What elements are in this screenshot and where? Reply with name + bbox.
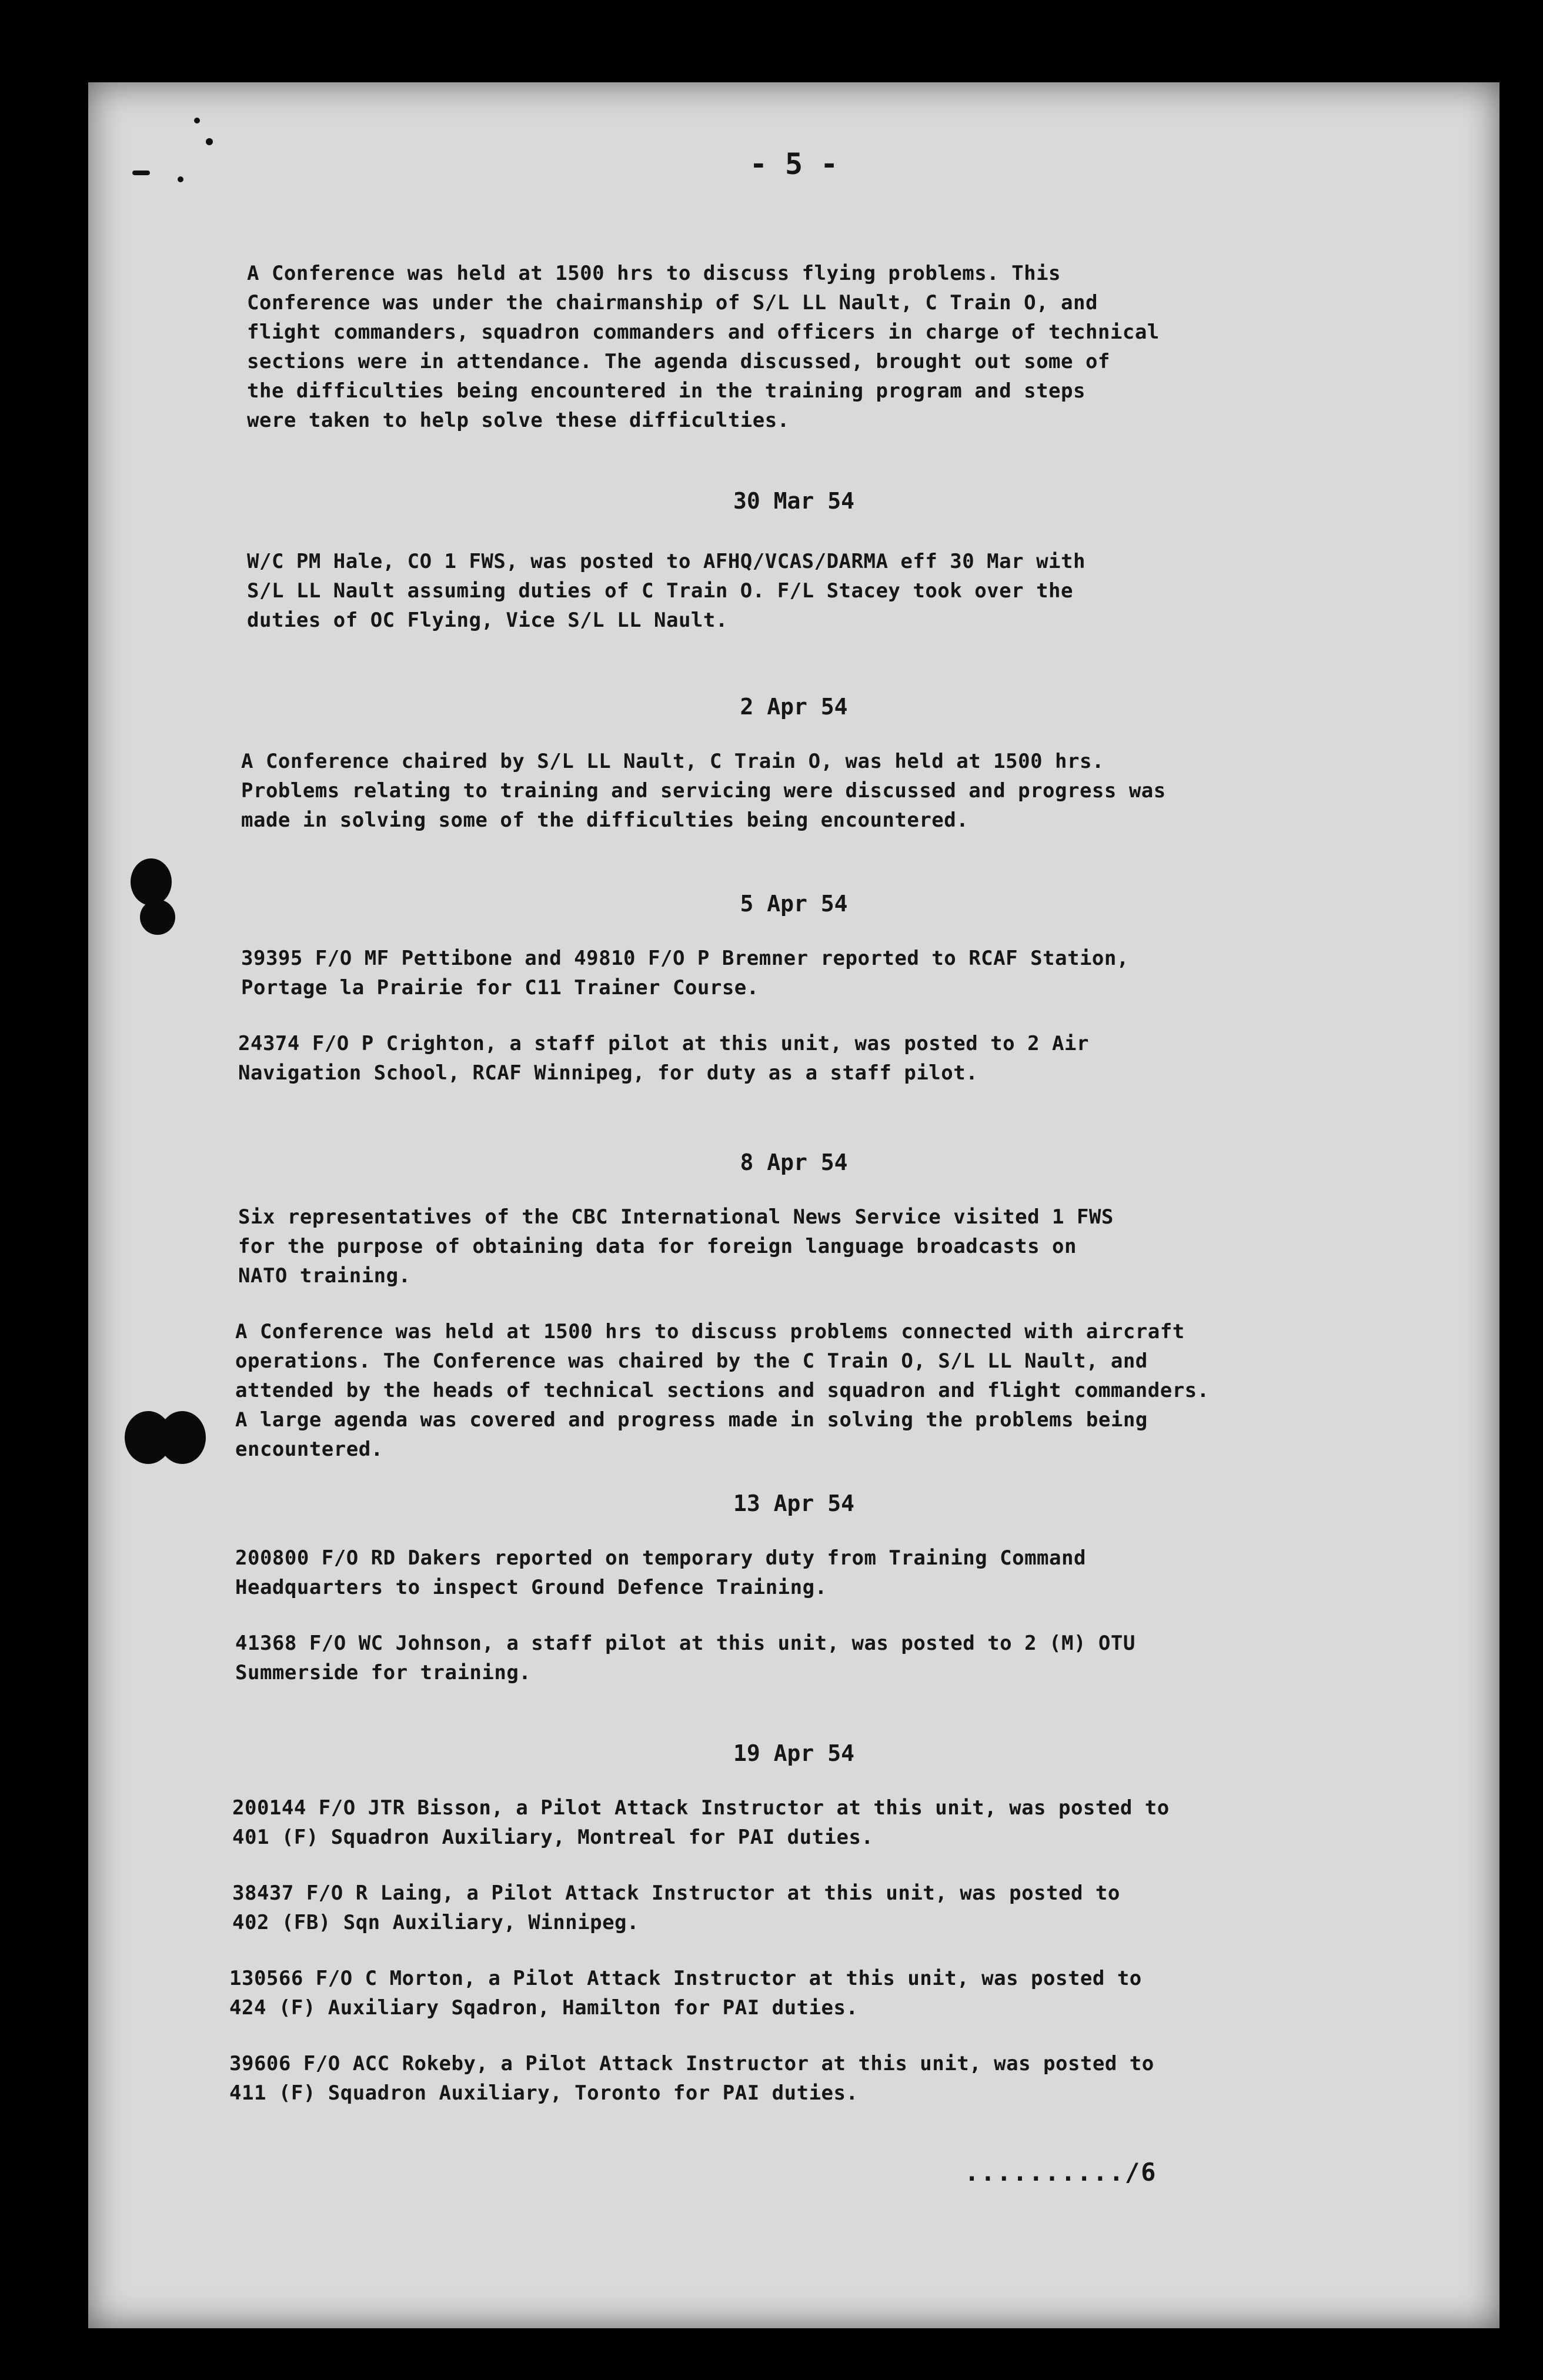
entry-date: 5 Apr 54: [740, 891, 848, 917]
entry-date: 8 Apr 54: [740, 1149, 848, 1175]
paragraph: 38437 F/O R Laing, a Pilot Attack Instructor at this unit, was posted to 402 (FB) Sqn Auxiliary, Winnipeg.: [232, 1881, 1120, 1934]
paragraph: 200800 F/O RD Dakers reported on temporary duty from Training Command Headquarters to inspect Ground Defence Training.: [235, 1546, 1086, 1599]
paragraph: 200144 F/O JTR Bisson, a Pilot Attack Instructor at this unit, was posted to 401 (F) Squadron Auxiliary, Montreal for PAI duties.: [232, 1796, 1170, 1849]
paragraph: Six representatives of the CBC International News Service visited 1 FWS for the purpose of obtaining data for foreign language broadcasts on NATO training.: [238, 1205, 1114, 1288]
entry-date: 19 Apr 54: [733, 1740, 854, 1766]
paragraph: 39606 F/O ACC Rokeby, a Pilot Attack Instructor at this unit, was posted to 411 (F) Squadron Auxiliary, Toronto for PAI duties.: [229, 2052, 1154, 2105]
paragraph: 24374 F/O P Crighton, a staff pilot at this unit, was posted to 2 Air Navigation School, RCAF Winnipeg, for duty as a staff pilot.: [238, 1032, 1089, 1085]
continued-marker: ........../6: [964, 2158, 1157, 2187]
paragraph: 41368 F/O WC Johnson, a staff pilot at this unit, was posted to 2 (M) OTU Summerside for training.: [235, 1632, 1135, 1684]
paragraph: 39395 F/O MF Pettibone and 49810 F/O P Bremner reported to RCAF Station, Portage la Prairie for C11 Trainer Course.: [241, 947, 1129, 1000]
typed-document: [88, 82, 1499, 2328]
paragraph: A Conference chaired by S/L LL Nault, C Train O, was held at 1500 hrs. Problems relating to training and servicing were discussed and progress was made in solving some of the difficulties being encountered.: [241, 750, 1166, 832]
document-page: [88, 82, 1499, 2328]
page-number: - 5 -: [749, 147, 839, 181]
paragraph: A Conference was held at 1500 hrs to discuss problems connected with aircraft operations. The Conference was chaired by the C Train O, S/L LL Nault, and attended by the heads of technical sections and squadron and flight commanders. A large agenda was covered and progress made in solving the problems being encountered.: [235, 1320, 1210, 1461]
paragraph: W/C PM Hale, CO 1 FWS, was posted to AFHQ/VCAS/DARMA eff 30 Mar with S/L LL Nault assuming duties of C Train O. F/L Stacey took over the duties of OC Flying, Vice S/L LL Nault.: [247, 550, 1086, 632]
entry-date: 2 Apr 54: [740, 694, 848, 720]
entry-date: 30 Mar 54: [733, 488, 854, 514]
paragraph: 130566 F/O C Morton, a Pilot Attack Instructor at this unit, was posted to 424 (F) Auxiliary Sqadron, Hamilton for PAI duties.: [229, 1967, 1142, 2020]
entry-date: 13 Apr 54: [733, 1490, 854, 1516]
paragraph: A Conference was held at 1500 hrs to discuss flying problems. This Conference was under the chairmanship of S/L LL Nault, C Train O, and flight commanders, squadron commanders and officers in charge of technical sections were in attendance. The agenda discussed, brought out some of the difficulties being encountered in the training program and steps were taken to help solve these difficulties.: [247, 262, 1160, 432]
